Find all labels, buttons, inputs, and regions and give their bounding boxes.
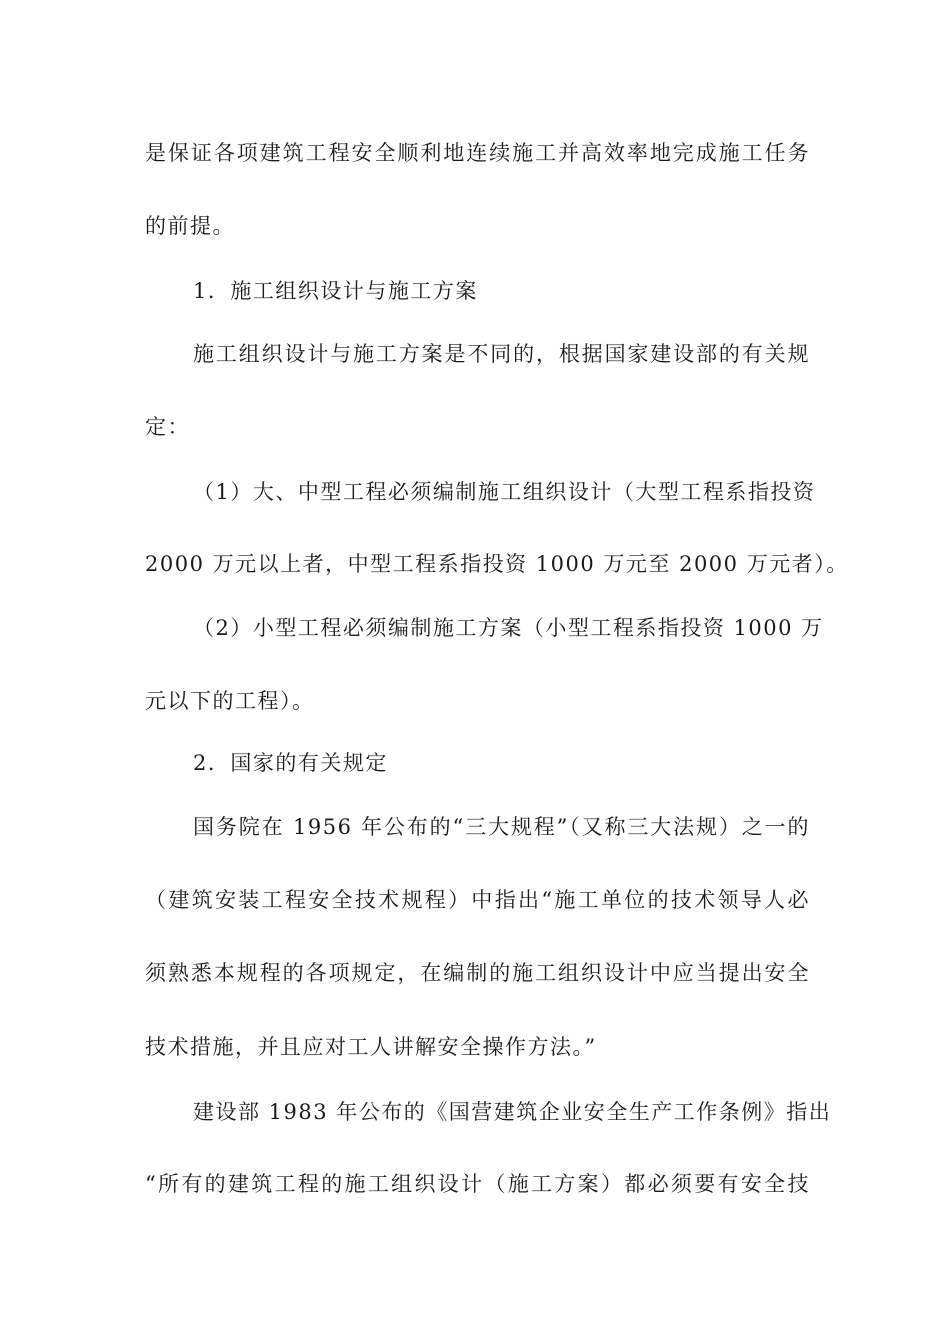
paragraph-line: 技术措施，并且应对工人讲解安全操作方法。” xyxy=(145,1035,597,1059)
paragraph-line: 建设部 1983 年公布的《国营建筑企业安全生产工作条例》指出 xyxy=(193,1100,832,1124)
paragraph-line: 须熟悉本规程的各项规定，在编制的施工组织设计中应当提出安全 xyxy=(145,961,810,985)
paragraph-line: 是保证各项建筑工程安全顺利地连续施工并高效率地完成施工任务 xyxy=(145,141,810,165)
section-heading: 2．国家的有关规定 xyxy=(193,751,388,775)
paragraph-line: 国务院在 1956 年公布的“三大规程”（又称三大法规）之一的 xyxy=(193,815,810,839)
paragraph-line: “所有的建筑工程的施工组织设计（施工方案）都必须要有安全技 xyxy=(145,1172,810,1196)
list-item-line: （2）小型工程必须编制施工方案（小型工程系指投资 1000 万 xyxy=(193,616,824,640)
list-item-line: 元以下的工程）。 xyxy=(145,689,315,713)
paragraph-line: （建筑安装工程安全技术规程）中指出“施工单位的技术领导人必 xyxy=(145,888,810,912)
paragraph-line: 的前提。 xyxy=(145,214,235,238)
section-heading: 1．施工组织设计与施工方案 xyxy=(193,279,478,303)
list-item-line: 2000 万元以上者，中型工程系指投资 1000 万元至 2000 万元者）。 xyxy=(145,552,849,576)
paragraph-line: 施工组织设计与施工方案是不同的，根据国家建设部的有关规 xyxy=(193,342,810,366)
paragraph-line: 定： xyxy=(145,415,190,439)
list-item-line: （1）大、中型工程必须编制施工组织设计（大型工程系指投资 xyxy=(193,480,816,504)
